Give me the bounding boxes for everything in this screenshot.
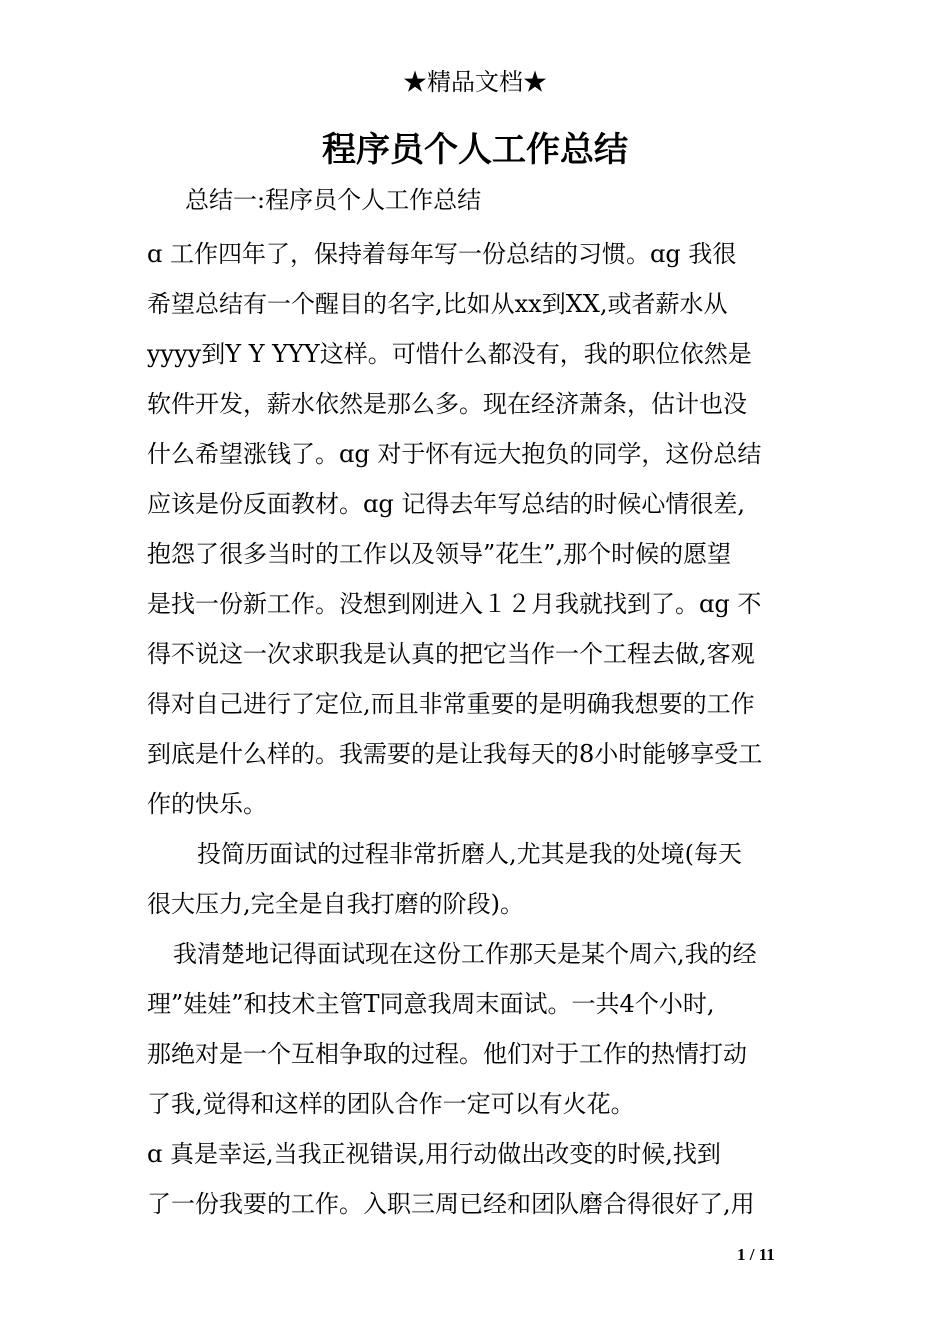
text-line: 理”娃娃”和技术主管T同意我周末面试。一共4个小时, xyxy=(147,990,715,1018)
text-line: 那绝对是一个互相争取的过程。他们对于工作的热情打动 xyxy=(147,1040,747,1068)
text-line: 作的快乐。 xyxy=(147,790,267,818)
page-number: 1 / 11 xyxy=(737,1245,775,1264)
text-line: 了一份我要的工作。入职三周已经和团队磨合得很好了,用 xyxy=(147,1190,755,1218)
text-line: 应该是份反面教材。ɑg 记得去年写总结的时候心情很差, xyxy=(147,490,745,518)
section-subtitle: 总结一:程序员个人工作总结 xyxy=(185,186,482,214)
document-title: 程序员个人工作总结 xyxy=(322,130,628,170)
text-line: 很大压力,完全是自我打磨的阶段)。 xyxy=(147,890,524,918)
body-text xyxy=(147,229,807,1229)
text-line: 我清楚地记得面试现在这份工作那天是某个周六,我的经 xyxy=(173,940,757,968)
text-line: 软件开发，薪水依然是那么多。现在经济萧条，估计也没 xyxy=(147,390,747,418)
text-line: 得不说这一次求职我是认真的把它当作一个工程去做,客观 xyxy=(147,640,755,668)
text-line: ɑ 真是幸运,当我正视错误,用行动做出改变的时候,找到 xyxy=(147,1140,721,1168)
text-line: 是找一份新工作。没想到刚进入１２月我就找到了。ɑg 不 xyxy=(147,590,762,618)
text-line: 什么希望涨钱了。ɑg 对于怀有远大抱负的同学，这份总结 xyxy=(147,440,762,468)
text-line: 到底是什么样的。我需要的是让我每天的8小时能够享受工 xyxy=(147,740,763,768)
text-line: 得对自己进行了定位,而且非常重要的是明确我想要的工作 xyxy=(147,690,755,718)
document-header: ★精品文档★ xyxy=(403,68,547,96)
text-line: 了我,觉得和这样的团队合作一定可以有火花。 xyxy=(147,1090,635,1118)
text-line: 投简历面试的过程非常折磨人,尤其是我的处境(每天 xyxy=(197,840,742,868)
text-line: yyyy到Y Y YYY这样。可惜什么都没有，我的职位依然是 xyxy=(147,340,752,368)
text-line: ɑ 工作四年了，保持着每年写一份总结的习惯。ɑg 我很 xyxy=(147,240,737,268)
text-line: 希望总结有一个醒目的名字,比如从xx到XX,或者薪水从 xyxy=(147,290,728,318)
text-line: 抱怨了很多当时的工作以及领导”花生”,那个时候的愿望 xyxy=(147,540,732,568)
